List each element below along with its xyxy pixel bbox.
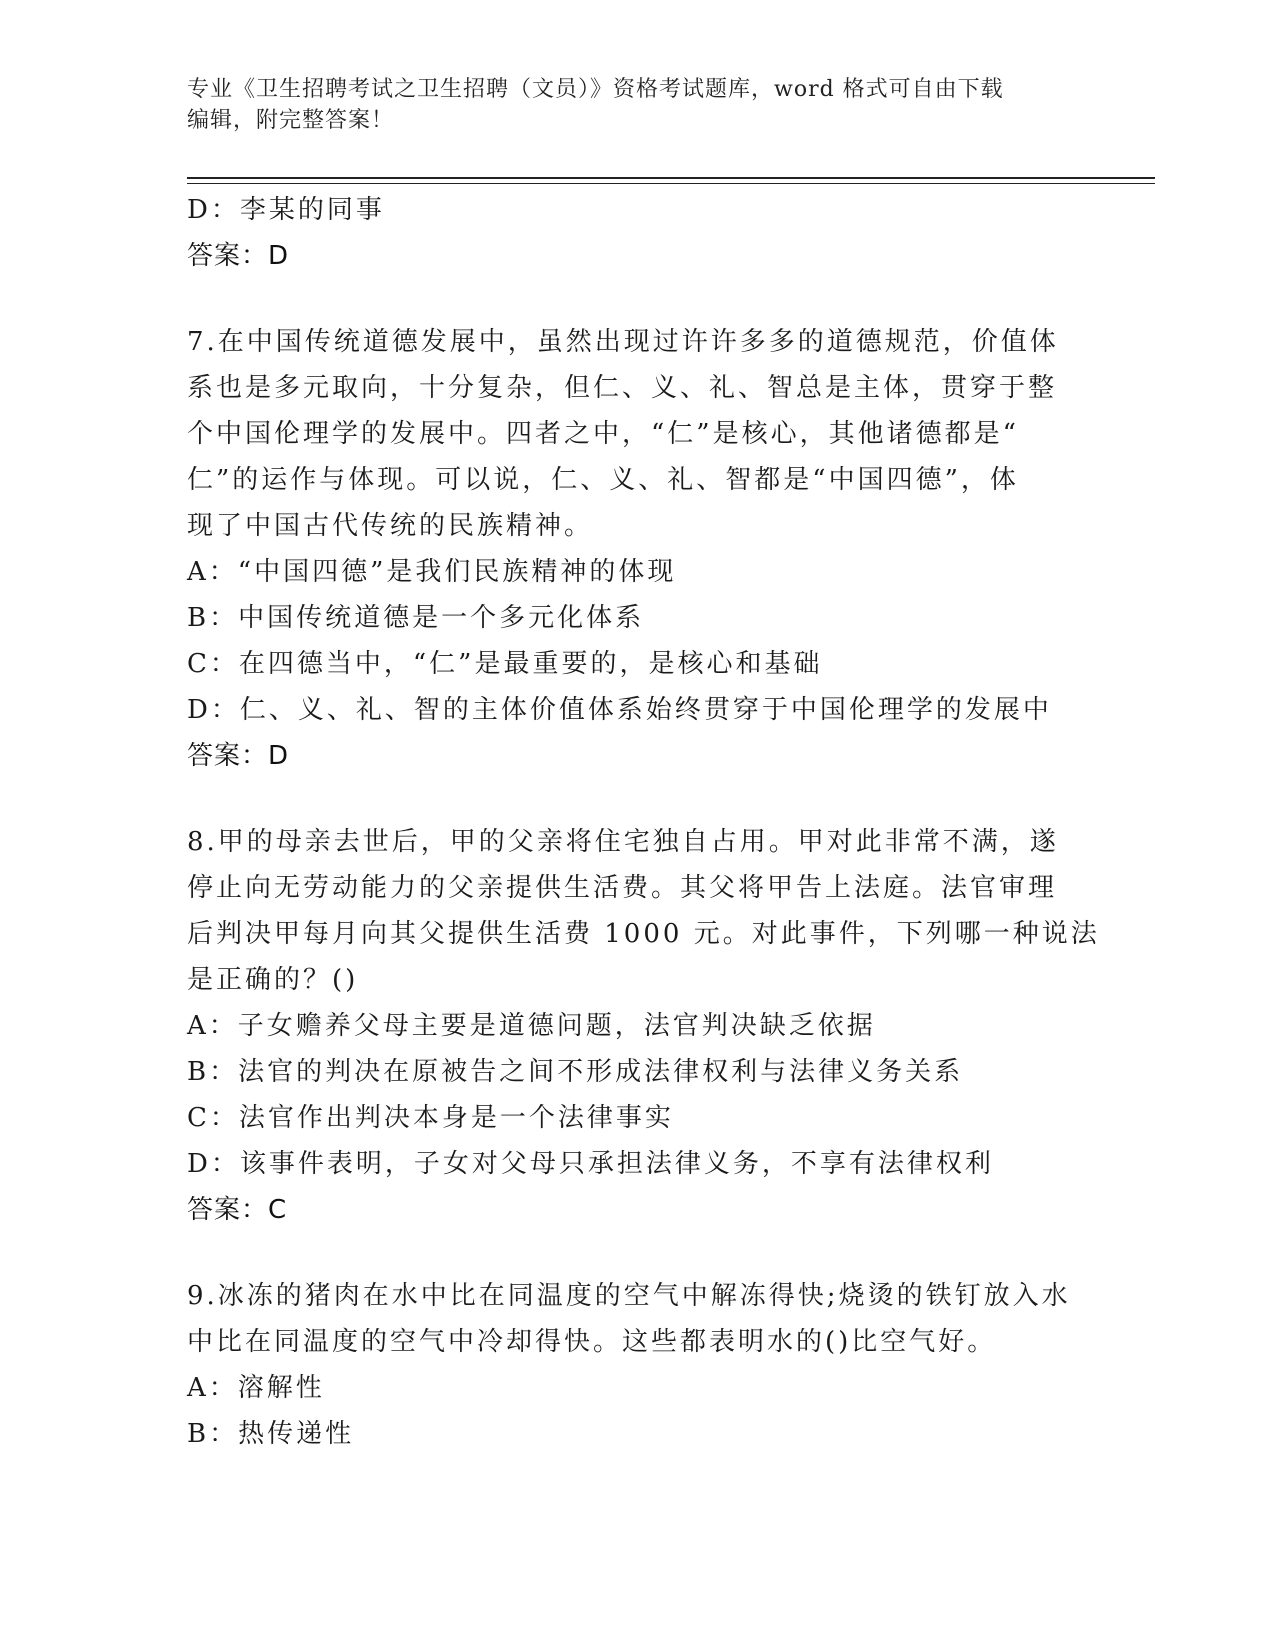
question-8	[187, 819, 1100, 1233]
document-header	[187, 74, 1067, 136]
question-6-tail	[187, 187, 1087, 279]
question-stem-line: 7.在中国传统道德发展中，虽然出现过许许多多的道德规范，价值体	[187, 327, 1059, 357]
option-a: A：子女赡养父母主要是道德问题，法官判决缺乏依据	[187, 1011, 876, 1041]
question-7	[187, 319, 1087, 779]
option-b: B：中国传统道德是一个多元化体系	[187, 603, 645, 633]
question-stem-line: 现了中国古代传统的民族精神。	[187, 511, 594, 541]
question-stem-line: 是正确的？()	[187, 965, 359, 995]
spacer	[187, 1233, 1087, 1273]
option-b: B：法官的判决在原被告之间不形成法律权利与法律义务关系	[187, 1057, 964, 1087]
question-stem-line: 9.冰冻的猪肉在水中比在同温度的空气中解冻得快;烧烫的铁钉放入水	[187, 1281, 1071, 1311]
answer-line: 答案：D	[187, 241, 290, 271]
header-line-1: 专业《卫生招聘考试之卫生招聘（文员）》资格考试题库，word 格式可自由下载	[187, 77, 1004, 102]
option-a: A：溶解性	[187, 1373, 325, 1403]
question-stem-line: 后判决甲每月向其父提供生活费 1000 元。对此事件，下列哪一种说法	[187, 919, 1100, 949]
spacer	[187, 779, 1087, 819]
option-d: D：李某的同事	[187, 195, 385, 225]
answer-line: 答案：D	[187, 741, 290, 771]
option-c: C：法官作出判决本身是一个法律事实	[187, 1103, 674, 1133]
option-a: A：“中国四德”是我们民族精神的体现	[187, 557, 677, 587]
spacer	[187, 279, 1087, 319]
header-divider-thick	[187, 177, 1155, 179]
answer-line: 答案：C	[187, 1195, 288, 1225]
question-stem-line: 仁”的运作与体现。可以说，仁、义、礼、智都是“中国四德”，体	[187, 465, 1019, 495]
question-stem-line: 中比在同温度的空气中冷却得快。这些都表明水的()比空气好。	[187, 1327, 997, 1357]
option-b: B：热传递性	[187, 1419, 355, 1449]
header-divider-thin	[187, 183, 1155, 184]
question-stem-line: 8.甲的母亲去世后，甲的父亲将住宅独自占用。甲对此非常不满，遂	[187, 827, 1059, 857]
option-d: D：仁、义、礼、智的主体价值体系始终贯穿于中国伦理学的发展中	[187, 695, 1052, 725]
question-stem-line: 停止向无劳动能力的父亲提供生活费。其父将甲告上法庭。法官审理	[187, 873, 1058, 903]
question-stem-line: 系也是多元取向，十分复杂，但仁、义、礼、智总是主体，贯穿于整	[187, 373, 1058, 403]
header-line-2: 编辑，附完整答案！	[187, 108, 395, 133]
question-stem-line: 个中国伦理学的发展中。四者之中，“仁”是核心，其他诸德都是“	[187, 419, 1019, 449]
option-d: D：该事件表明，子女对父母只承担法律义务，不享有法律权利	[187, 1149, 994, 1179]
document-body	[187, 187, 1100, 1457]
question-9	[187, 1273, 1087, 1457]
option-c: C：在四德当中，“仁”是最重要的，是核心和基础	[187, 649, 823, 679]
